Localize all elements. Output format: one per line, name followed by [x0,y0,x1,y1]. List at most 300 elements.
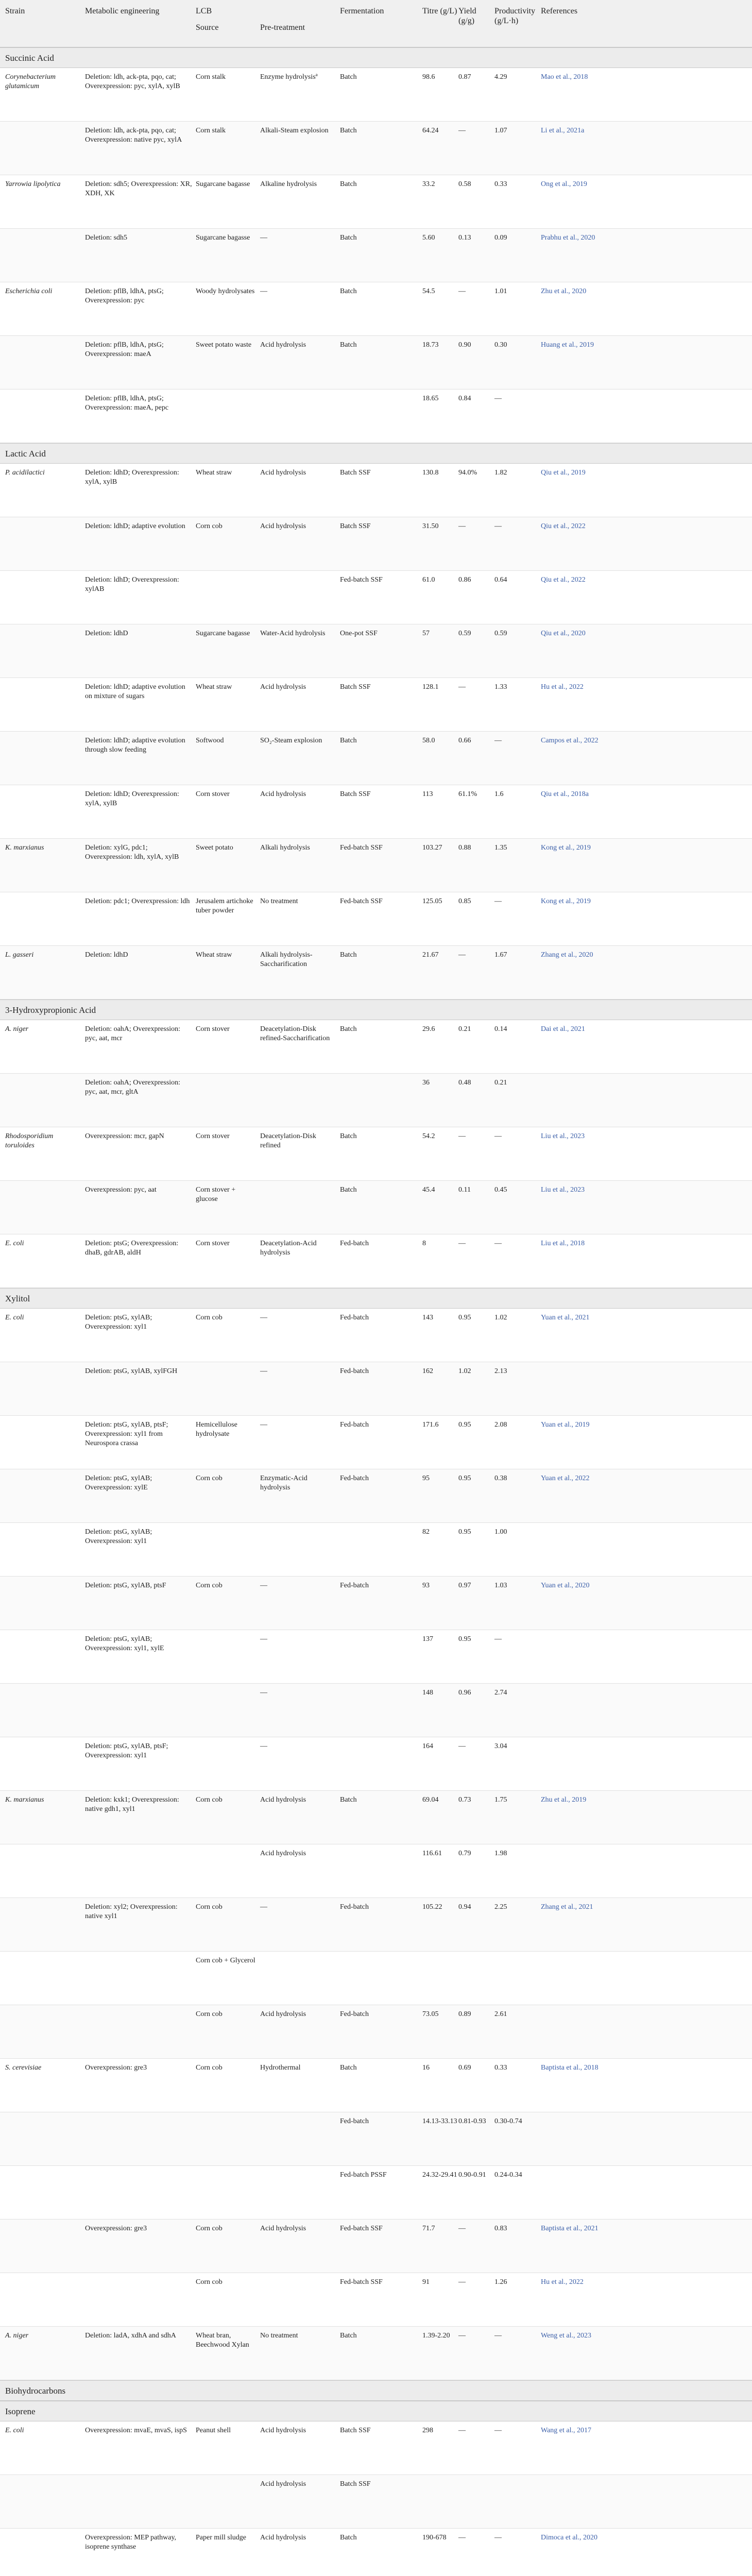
header-productivity: Productivity (g/L·h) [494,7,536,25]
table-row [0,2327,752,2380]
cell-pretreatment: Alkaline hydrolysis [260,180,317,188]
cell-titre: 18.65 [422,395,439,402]
cell-metabolic-engineering: Deletion: xylG, pdc1; Overexpression: ldh, xylA, xylB [85,844,179,861]
cell-pretreatment: Deacetylation-Disk refined-Saccharification [260,1025,330,1042]
table-row [0,624,752,678]
cell-reference[interactable]: Prabhu et al., 2020 [541,234,595,242]
cell-productivity: — [494,2427,502,2434]
cell-productivity: 2.08 [494,1421,507,1429]
table-row [0,1362,752,1416]
cell-fermentation: Fed-batch SSF [340,844,383,852]
cell-yield: 0.69 [458,2064,471,2072]
cell-productivity: 0.33 [494,180,507,188]
cell-productivity: — [494,737,502,744]
cell-yield: — [458,2427,466,2434]
cell-fermentation: One-pot SSF [340,630,378,637]
cell-metabolic-engineering: Deletion: ldhD; Overexpression: xylA, xylB [85,790,179,807]
cell-yield: 0.11 [458,1186,471,1194]
cell-pretreatment: — [260,1742,267,1750]
cell-productivity: 1.82 [494,469,507,477]
cell-titre: 33.2 [422,180,435,188]
cell-fermentation: Batch SSF [340,2480,371,2488]
cell-fermentation: Batch [340,951,357,959]
cell-titre: 8 [422,1240,426,1247]
cell-fermentation: Fed-batch SSF [340,2225,383,2232]
cell-yield: 61.1% [458,790,477,798]
cell-productivity: 1.01 [494,287,507,295]
cell-pretreatment: Acid hydrolysis [260,790,306,798]
table-row [0,68,752,122]
cell-yield: 0.95 [458,1635,471,1643]
cell-titre: 5.60 [422,234,435,242]
cell-pretreatment: — [260,234,267,242]
cell-fermentation: Batch [340,341,357,349]
cell-fermentation: Batch [340,2064,357,2072]
cell-pretreatment: Hydrothermal [260,2064,301,2072]
cell-fermentation: Fed-batch [340,1903,369,1911]
cell-pretreatment: Acid hydrolysis [260,2534,306,2541]
cell-source: Corn stalk [196,73,226,81]
cell-titre: 91 [422,2278,430,2286]
cell-yield: 0.97 [458,1582,471,1589]
cell-metabolic-engineering: Deletion: ptsG, xylAB, xylFGH [85,1367,178,1375]
table-row [0,839,752,892]
cell-productivity: 1.6 [494,790,504,798]
cell-reference[interactable]: Mao et al., 2018 [541,73,588,81]
cell-yield: — [458,1240,466,1247]
cell-strain: Escherichia coli [5,287,53,295]
cell-metabolic-engineering: Deletion: pflB, ldhA, ptsG; Overexpression: maeA [85,341,164,358]
table-row [0,464,752,517]
cell-yield: 0.94 [458,1903,471,1911]
cell-source: Jerusalem artichoke tuber powder [196,897,253,914]
cell-titre: 57 [422,630,430,637]
cell-metabolic-engineering: Deletion: kxk1; Overexpression: native gdh1, xyl1 [85,1796,179,1813]
cell-titre: 190-678 [422,2534,447,2541]
cell-yield: 0.79 [458,1850,471,1857]
table-row [0,2421,752,2475]
cell-productivity: 1.35 [494,844,507,852]
cell-fermentation: Fed-batch [340,1475,369,1482]
cell-metabolic-engineering: Deletion: ldh, ack-pta, pqo, cat; Overexpression: native pyc, xylA [85,127,182,144]
cell-productivity: — [494,1132,502,1140]
cell-titre: 16 [422,2064,430,2072]
cell-productivity: — [494,1635,502,1643]
cell-pretreatment: Alkali-Steam explosion [260,127,329,134]
cell-pretreatment: Alkali hydrolysis [260,844,310,852]
cell-productivity: 2.74 [494,1689,507,1697]
cell-metabolic-engineering: Deletion: sdh5 [85,234,128,242]
cell-metabolic-engineering: Deletion: oahA; Overexpression: pyc, aat, mcr [85,1025,181,1042]
cell-reference[interactable]: Yuan et al., 2021 [541,1314,590,1321]
cell-yield: 0.86 [458,576,471,584]
cell-pretreatment: Acid hydrolysis [260,2427,306,2434]
cell-fermentation: Batch [340,287,357,295]
cell-yield: 0.96 [458,1689,471,1697]
cell-source: Corn cob [196,2010,223,2018]
cell-reference[interactable]: Huang et al., 2019 [541,341,594,349]
cell-titre: 64.24 [422,127,439,134]
cell-yield: 0.95 [458,1421,471,1429]
table-row [0,1074,752,1127]
cell-productivity: 1.03 [494,1582,507,1589]
cell-reference[interactable]: Dai et al., 2021 [541,1025,585,1033]
cell-reference[interactable]: Wang et al., 2017 [541,2427,592,2434]
cell-reference[interactable]: Liu et al., 2023 [541,1132,585,1140]
cell-source: Corn cob [196,1796,223,1804]
cell-source: Woody hydrolysates [196,287,255,295]
cell-pretreatment: Water-Acid hydrolysis [260,630,326,637]
cell-strain: K. marxianus [5,844,44,852]
cell-titre: 298 [422,2427,433,2434]
cell-productivity: — [494,522,502,530]
cell-fermentation: Fed-batch [340,1421,369,1429]
cell-fermentation: Batch [340,73,357,81]
cell-fermentation: Fed-batch SSF [340,897,383,905]
table-row [0,1577,752,1630]
cell-pretreatment: Acid hydrolysis [260,341,306,349]
table-row [0,946,752,999]
cell-pretreatment: No treatment [260,2332,298,2340]
cell-titre: 130.8 [422,469,439,477]
cell-reference[interactable]: Yuan et al., 2022 [541,1475,590,1482]
cell-pretreatment: — [260,1582,267,1589]
cell-titre: 29.6 [422,1025,435,1033]
cell-reference[interactable]: Liu et al., 2018 [541,1240,585,1247]
cell-productivity: — [494,2332,502,2340]
cell-metabolic-engineering: Deletion: ldhD; Overexpression: xylAB [85,576,179,593]
cell-reference[interactable]: Zhu et al., 2020 [541,287,587,295]
table-row [0,2059,752,2112]
cell-fermentation: Fed-batch [340,1582,369,1589]
table-row [0,1844,752,1898]
cell-reference[interactable]: Zhu et al., 2019 [541,1796,587,1804]
section-header: 3-Hydroxypropionic Acid [0,999,752,1020]
cell-yield: 0.90 [458,341,471,349]
cell-productivity: 0.09 [494,234,507,242]
cell-source: Sugarcane bagasse [196,630,250,637]
cell-source: Wheat bran, Beechwood Xylan [196,2332,249,2349]
cell-pretreatment: — [260,1635,267,1643]
cell-metabolic-engineering: Overexpression: pyc, aat [85,1186,157,1194]
cell-pretreatment: SO₂-Steam explosion [260,737,322,744]
cell-pretreatment: Acid hydrolysis [260,2480,306,2488]
cell-yield: — [458,2332,466,2340]
cell-titre: 143 [422,1314,433,1321]
cell-yield: 0.58 [458,180,471,188]
table-row [0,336,752,389]
cell-fermentation: Fed-batch [340,1240,369,1247]
cell-reference[interactable]: Qiu et al., 2020 [541,630,586,637]
cell-source: Wheat straw [196,469,232,477]
cell-fermentation: Fed-batch [340,1367,369,1375]
cell-strain: Yarrowia lipolytica [5,180,61,188]
cell-productivity: 0.59 [494,630,507,637]
cell-reference[interactable]: Dimoca et al., 2020 [541,2534,598,2541]
cell-yield: — [458,2278,466,2286]
cell-reference[interactable]: Hu et al., 2022 [541,2278,584,2286]
cell-metabolic-engineering: Deletion: ladA, xdhA and sdhA [85,2332,176,2340]
cell-yield: 0.85 [458,897,471,905]
cell-yield: 0.73 [458,1796,471,1804]
cell-metabolic-engineering: Deletion: ldh, ack-pta, pqo, cat; Overexpression: pyc, xylA, xylB [85,73,180,90]
cell-strain: A. niger [5,2332,29,2340]
table-row [0,892,752,946]
cell-pretreatment: Acid hydrolysis [260,683,306,691]
table-row [0,1469,752,1523]
cell-productivity: 2.61 [494,2010,507,2018]
cell-productivity: 0.24-0.34 [494,2171,522,2179]
cell-yield: 94.0% [458,469,477,477]
cell-pretreatment: — [260,1689,267,1697]
cell-metabolic-engineering: Deletion: pflB, ldhA, ptsG; Overexpression: maeA, pepc [85,395,169,412]
section-header: Isoprene [0,2401,752,2421]
cell-strain: E. coli [5,1314,24,1321]
cell-fermentation: Batch [340,1796,357,1804]
cell-yield: — [458,127,466,134]
cell-pretreatment: Acid hydrolysis [260,522,306,530]
header-yield: Yield (g/g) [458,7,476,25]
cell-titre: 113 [422,790,433,798]
cell-metabolic-engineering: Deletion: pdc1; Overexpression: ldh [85,897,190,905]
cell-metabolic-engineering: Deletion: ptsG, xylAB; Overexpression: xyl1 [85,1528,152,1545]
cell-titre: 54.5 [422,287,435,295]
cell-reference[interactable]: Baptista et al., 2021 [541,2225,599,2232]
cell-metabolic-engineering: Overexpression: gre3 [85,2064,147,2072]
cell-productivity: 1.02 [494,1314,507,1321]
cell-metabolic-engineering: Deletion: ptsG, xylAB; Overexpression: xyl1 [85,1314,152,1331]
cell-pretreatment: Enzymatic-Acid hydrolysis [260,1475,307,1492]
cell-yield: 1.02 [458,1367,471,1375]
cell-productivity: 0.33 [494,2064,507,2072]
cell-reference[interactable]: Qiu et al., 2019 [541,469,586,477]
cell-fermentation: Fed-batch PSSF [340,2171,387,2179]
cell-reference[interactable]: Qiu et al., 2022 [541,522,586,530]
cell-pretreatment: Acid hydrolysis [260,1796,306,1804]
cell-yield: 0.84 [458,395,471,402]
cell-titre: 116.61 [422,1850,442,1857]
cell-reference[interactable]: Hu et al., 2022 [541,683,584,691]
cell-yield: — [458,1742,466,1750]
cell-reference[interactable]: Qiu et al., 2018a [541,790,589,798]
cell-pretreatment: — [260,1314,267,1321]
table-row [0,1181,752,1234]
cell-productivity: 1.67 [494,951,507,959]
cell-reference[interactable]: Yuan et al., 2019 [541,1421,590,1429]
cell-source: Corn stover [196,1240,230,1247]
header-titre: Titre (g/L) [422,7,457,15]
cell-productivity: — [494,897,502,905]
cell-source: Corn cob [196,2064,223,2072]
cell-productivity: 1.75 [494,1796,507,1804]
cell-strain: E. coli [5,2427,24,2434]
cell-source: Corn stover [196,790,230,798]
cell-yield: 0.81-0.93 [458,2117,486,2125]
cell-productivity: — [494,2534,502,2541]
cell-yield: 0.21 [458,1025,471,1033]
cell-fermentation: Batch [340,737,357,744]
cell-yield: — [458,683,466,691]
cell-pretreatment: — [260,1367,267,1375]
cell-reference[interactable]: Kong et al., 2019 [541,897,591,905]
table-row [0,1523,752,1577]
cell-titre: 21.67 [422,951,439,959]
cell-yield: — [458,522,466,530]
cell-titre: 128.1 [422,683,439,691]
cell-fermentation: Fed-batch [340,1314,369,1321]
cell-yield: 0.13 [458,234,471,242]
cell-strain: Rhodosporidium toruloides [5,1132,54,1149]
table-row [0,282,752,336]
cell-titre: 54.2 [422,1132,435,1140]
cell-source: Sweet potato [196,844,233,852]
table-row [0,2005,752,2059]
cell-pretreatment: Acid hydrolysis [260,2010,306,2018]
cell-productivity: 1.07 [494,127,507,134]
cell-titre: 71.7 [422,2225,435,2232]
section-header: Succinic Acid [0,47,752,68]
cell-metabolic-engineering: Deletion: ptsG, xylAB, ptsF; Overexpression: xyl1 [85,1742,168,1759]
cell-productivity: 1.26 [494,2278,507,2286]
table-row [0,1684,752,1737]
cell-source: Corn cob [196,1903,223,1911]
cell-titre: 164 [422,1742,433,1750]
cell-source: Hemicellulose hydrolysate [196,1421,237,1438]
cell-metabolic-engineering: Deletion: ptsG, xylAB; Overexpression: xylE [85,1475,152,1492]
cell-titre: 93 [422,1582,430,1589]
table-row [0,571,752,624]
cell-titre: 162 [422,1367,433,1375]
cell-yield: 0.95 [458,1475,471,1482]
cell-fermentation: Batch [340,234,357,242]
cell-productivity: 0.30 [494,341,507,349]
cell-yield: 0.66 [458,737,471,744]
cell-fermentation: Fed-batch SSF [340,2278,383,2286]
table-row [0,229,752,282]
cell-strain: K. marxianus [5,1796,44,1804]
header-pretreatment: Pre-treatment [260,23,305,32]
cell-source: Corn stover [196,1025,230,1033]
cell-strain: Corynebacterium glutamicum [5,73,56,90]
cell-yield: 0.59 [458,630,471,637]
table-row [0,2273,752,2327]
cell-yield: 0.90-0.91 [458,2171,486,2179]
cell-productivity: 0.38 [494,1475,507,1482]
cell-source: Corn cob [196,1582,223,1589]
cell-source: Corn stover + glucose [196,1186,236,1203]
cell-reference[interactable]: Ong et al., 2019 [541,180,587,188]
cell-fermentation: Batch SSF [340,2427,371,2434]
cell-reference[interactable]: Liu et al., 2023 [541,1186,585,1194]
table-row [0,122,752,175]
cell-titre: 82 [422,1528,430,1536]
cell-productivity: 1.33 [494,683,507,691]
cell-strain: P. acidilactici [5,469,45,477]
cell-yield: — [458,1132,466,1140]
section-header: Biohydrocarbons [0,2380,752,2401]
cell-metabolic-engineering: Deletion: ldhD; Overexpression: xylA, xylB [85,469,179,486]
cell-source: Wheat straw [196,683,232,691]
table-row [0,1416,752,1469]
cell-reference[interactable]: Zhang et al., 2020 [541,951,593,959]
cell-reference[interactable]: Yuan et al., 2020 [541,1582,590,1589]
cell-metabolic-engineering: Deletion: ptsG, xylAB, ptsF [85,1582,166,1589]
cell-source: Sugarcane bagasse [196,234,250,242]
cell-metabolic-engineering: Deletion: sdh5; Overexpression: XR, XDH, XK [85,180,192,197]
table-row [0,2166,752,2219]
cell-reference[interactable]: Zhang et al., 2021 [541,1903,593,1911]
cell-reference[interactable]: Baptista et al., 2018 [541,2064,599,2072]
cell-productivity: 4.29 [494,73,507,81]
header-lcb: LCB [196,7,212,15]
cell-titre: 73.05 [422,2010,439,2018]
section-header: Lactic Acid [0,443,752,464]
cell-productivity: 0.64 [494,576,507,584]
cell-yield: 0.48 [458,1079,471,1087]
cell-yield: 0.87 [458,73,471,81]
cell-titre: 95 [422,1475,430,1482]
cell-pretreatment: Acid hydrolysis [260,469,306,477]
cell-metabolic-engineering: Overexpression: MEP pathway, isoprene synthase [85,2534,177,2551]
cell-fermentation: Batch [340,1132,357,1140]
cell-titre: 31.50 [422,522,439,530]
header-fermentation: Fermentation [340,7,384,15]
table-row [0,2112,752,2166]
table-row [0,678,752,732]
cell-productivity: 2.25 [494,1903,507,1911]
cell-yield: 0.89 [458,2010,471,2018]
cell-pretreatment: — [260,1903,267,1911]
cell-metabolic-engineering: Overexpression: gre3 [85,2225,147,2232]
cell-titre: 36 [422,1079,430,1087]
cell-productivity: — [494,1240,502,1247]
cell-metabolic-engineering: Deletion: pflB, ldhA, ptsG; Overexpression: pyc [85,287,164,304]
table-row [0,785,752,839]
cell-fermentation: Batch [340,2534,357,2541]
cell-reference[interactable]: Campos et al., 2022 [541,737,599,744]
table-row [0,1791,752,1844]
cell-pretreatment: Acid hydrolysis [260,1850,306,1857]
cell-metabolic-engineering: Deletion: ldhD; adaptive evolution on mixture of sugars [85,683,185,700]
cell-reference[interactable]: Kong et al., 2019 [541,844,591,852]
cell-yield: — [458,287,466,295]
cell-reference[interactable]: Li et al., 2021a [541,127,585,134]
cell-metabolic-engineering: Deletion: ptsG; Overexpression: dhaB, gdrAB, aldH [85,1240,179,1257]
cell-yield: — [458,951,466,959]
cell-pretreatment: Alkali hydrolysis-Saccharification [260,951,313,968]
cell-titre: 137 [422,1635,433,1643]
cell-productivity: 0.14 [494,1025,507,1033]
cell-fermentation: Batch SSF [340,522,371,530]
cell-metabolic-engineering: Overexpression: mvaE, mvaS, ispS [85,2427,187,2434]
cell-fermentation: Fed-batch [340,2117,369,2125]
cell-source: Corn cob [196,2278,223,2286]
cell-strain: S. cerevisiae [5,2064,42,2072]
cell-titre: 171.6 [422,1421,439,1429]
cell-source: Corn stalk [196,127,226,134]
cell-strain: E. coli [5,1240,24,1247]
cell-titre: 69.04 [422,1796,439,1804]
cell-reference[interactable]: Weng et al., 2023 [541,2332,592,2340]
cell-pretreatment: Acid hydrolysis [260,2225,306,2232]
cell-source: Corn cob [196,2225,223,2232]
cell-source: Corn cob [196,1314,223,1321]
cell-strain: A. niger [5,1025,29,1033]
table-row [0,1952,752,2005]
table-row [0,2219,752,2273]
cell-titre: 24.32-29.41 [422,2171,457,2179]
cell-reference[interactable]: Qiu et al., 2022 [541,576,586,584]
